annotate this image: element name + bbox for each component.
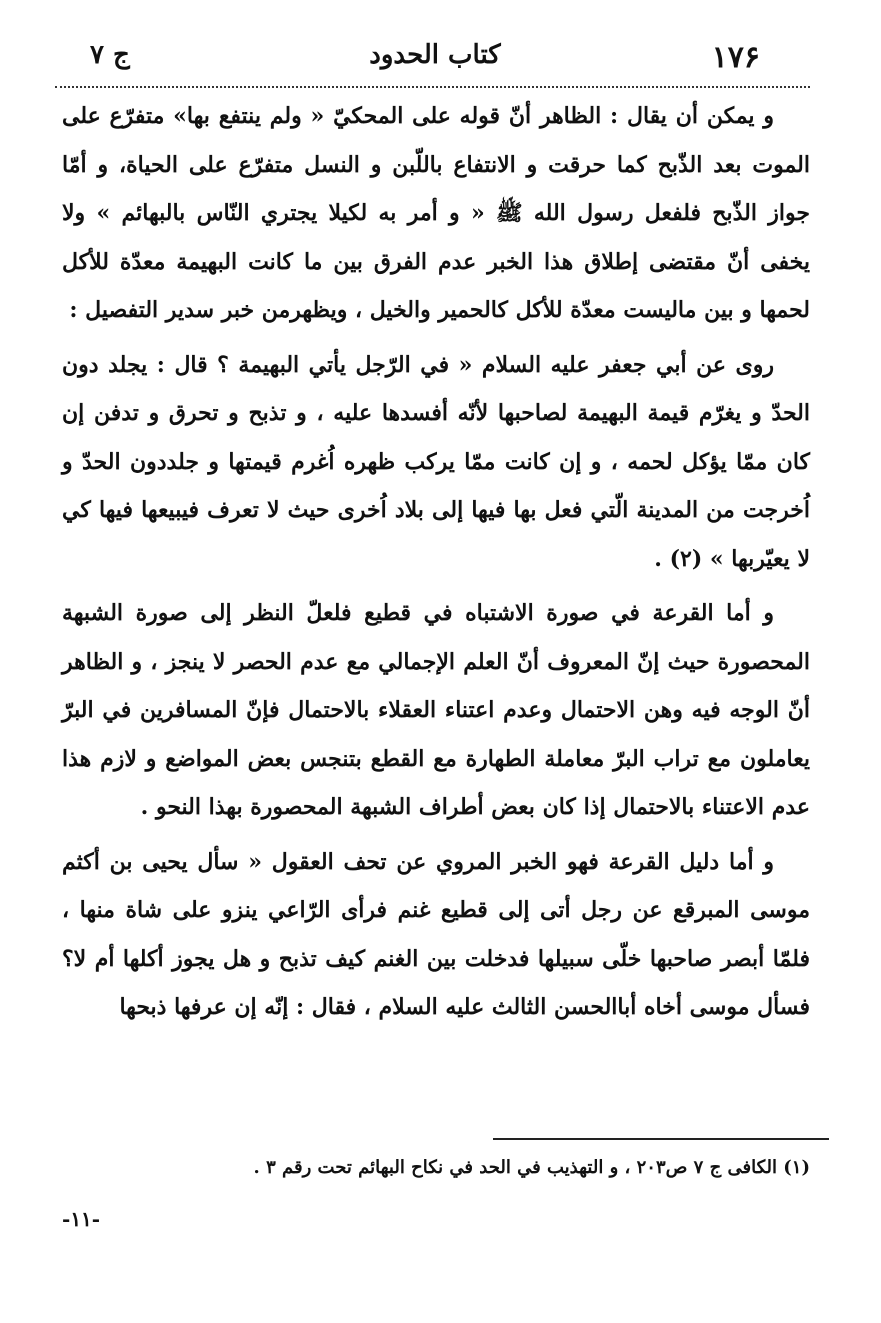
page-number: ١٧۶ (711, 40, 760, 75)
page-header (70, 40, 800, 80)
paragraph: و أما دليل القرعة فهو الخبر المروي عن تحف العقول « سأل يحيى بن أكثم موسى المبرقع عن رجل أتى إلى قطيع غنم فرأى الرّاعي ينزو على شاة منها ، فلمّا أبصر صاحبها خلّى سبيلها فدخلت بين الغنم كيف تذبح و هل يجوز أكلها أم لا؟ فسأل موسى أخاه أباالحسن الثالث عليه السلام ، فقال : إنّه إن عرفها ذبحها (62, 848, 810, 1020)
volume-label: ج ٧ (90, 40, 130, 70)
footnote: (١) الكافى ج ٧ ص٢٠٣ ، و التهذيب في الحد في نكاح البهائم تحت رقم ٣ . (253, 1157, 810, 1178)
footnote-divider (493, 1138, 829, 1140)
book-title: كتاب الحدود (369, 40, 501, 70)
main-text (62, 92, 810, 1032)
paragraph: روى عن أبي جعفر عليه السلام « في الرّجل يأتي البهيمة ؟ قال : يجلد دون الحدّ و يغرّم قيمة البهيمة لصاحبها لأنّه أفسدها عليه ، و تذبح و تحرق و تدفن إن كان ممّا يؤكل لحمه ، و إن كانت ممّا يركب ظهره اُغرم قيمتها و جلددون الحدّ و اُخرجت من المدينة الّتي فعل بها فيها إلى بلاد اُخرى حيث لا تعرف فيبيعها فيها كي لا يعيّربها » (٢) . (62, 351, 810, 572)
paragraph: و أما القرعة في صورة الاشتباه في قطيع فلعلّ النظر إلى صورة الشبهة المحصورة حيث إنّ المعروف أنّ العلم الإجمالي مع عدم الحصر لا ينجز ، و الظاهر أنّ الوجه فيه وهن الاحتمال وعدم اعتناء العقلاء بالاحتمال فإنّ المسافرين في البرّ يعاملون مع تراب البرّ معاملة الطهارة مع القطع بتنجس بعض المواضع و لازم هذا عدم الاعتناء بالاحتمال إذا كان بعض أطراف الشبهة المحصورة بهذا النحو . (62, 600, 810, 820)
paragraph: و يمكن أن يقال : الظاهر أنّ قوله على المحكيّ « ولم ينتفع بها» متفرّع على الموت بعد الذّبح كما حرقت و الانتفاع باللّبن و النسل متفرّع على الحياة، و أمّا جواز الذّبح فلفعل رسول الله ﷺ « و أمر به لكيلا يجتري النّاس بالبهائم » ولا يخفى أنّ مقتضى إطلاق هذا الخبر عدم الفرق بين ما كانت البهيمة معدّة للأكل لحمها و بين ماليست معدّة للأكل كالحمير والخيل ، ويظهرمن خبر سدير التفصيل : (62, 103, 810, 323)
header-divider (55, 86, 810, 88)
signature-mark: -١١- (62, 1207, 101, 1231)
